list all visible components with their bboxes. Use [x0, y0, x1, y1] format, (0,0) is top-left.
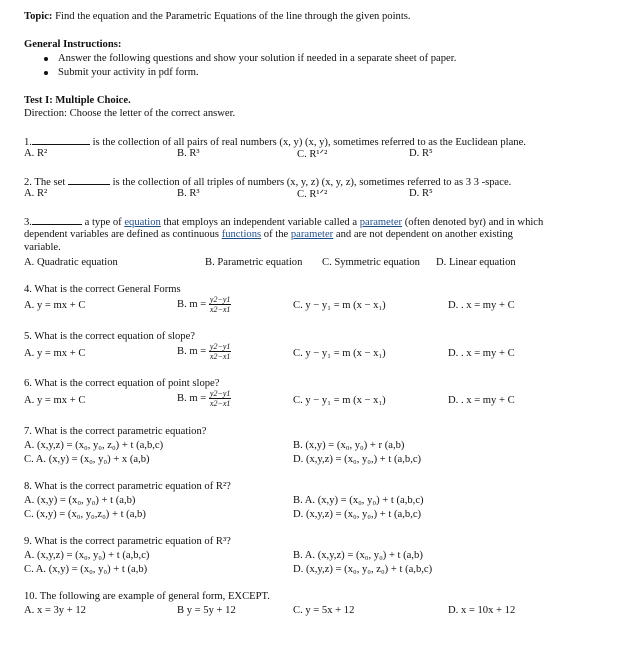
q10-option-d: D. x = 10x + 12	[448, 605, 516, 616]
slope-fraction: $\frac{y2-y1}{x2-x1}$	[209, 389, 231, 408]
q6-option-b: B. m = $\frac{y2-y1}{x2-x1}$	[177, 389, 231, 408]
question-8: 8. What is the correct parametric equation of R²?	[24, 481, 231, 492]
parameter-link[interactable]: parameter	[359, 217, 403, 228]
answer-blank	[32, 215, 82, 225]
answer-blank	[68, 175, 110, 185]
question-5: 5. What is the correct equation of slope?	[24, 331, 196, 342]
question-6: 6. What is the correct equation of point slope?	[24, 378, 220, 389]
q2-option-c: C. R¹ᐟ²	[297, 189, 328, 200]
q5-option-a: A. y = mx + C	[24, 348, 86, 359]
topic-text: Find the equation and the Parametric Equations of the line through the given points.	[55, 11, 411, 22]
general-instructions-heading: General Instructions:	[24, 39, 122, 50]
q5-option-b: B. m = $\frac{y2-y1}{x2-x1}$	[177, 342, 231, 361]
q2-option-a: A. R²	[24, 188, 48, 199]
q9-option-a: A. (x,y,z) = (x₀, y₀) + t (a,b,c)	[24, 550, 150, 561]
slope-fraction: $\frac{y2-y1}{x2-x1}$	[209, 342, 231, 361]
test-heading: Test I: Multiple Choice.	[24, 95, 131, 106]
bullet-icon	[44, 57, 48, 61]
q1-option-c: C. R¹ᐟ²	[297, 149, 328, 160]
q4-option-b: B. m = $\frac{y2-y1}{x2-x1}$	[177, 295, 231, 314]
question-9: 9. What is the correct parametric equation of R³?	[24, 536, 231, 547]
q9-option-d: D. (x,y,z) = (x₀, y₀, z₀) + t (a,b,c)	[293, 564, 433, 575]
q2-option-d: D. R⁵	[409, 188, 433, 199]
topic-line	[24, 11, 411, 22]
q7-option-a: A. (x,y,z) = (x₀, y₀, z₀) + t (a,b,c)	[24, 440, 164, 451]
q6-option-a: A. y = mx + C	[24, 395, 86, 406]
question-4: 4. What is the correct General Forms	[24, 284, 181, 295]
q7-option-d: D. (x,y,z) = (x₀, y₀,) + t (a,b,c)	[293, 454, 422, 465]
q7-option-b: B. (x,y) = (x₀, y₀) + r (a,b)	[293, 440, 405, 451]
q3-option-a: A. Quadratic equation	[24, 257, 118, 268]
q5-option-c: C. y − y₁ = m (x − x₁)	[293, 348, 386, 359]
q8-option-a: A. (x,y) = (x₀, y₀) + t (a,b)	[24, 495, 136, 506]
question-3-line-2: dependent variables are defined as continuous functions of the parameter and are not dependent on another existing	[24, 229, 513, 240]
q8-option-b: B. A. (x,y) = (x₀, y₀) + t (a,b,c)	[293, 495, 424, 506]
q4-option-c: C. y − y₁ = m (x − x₁)	[293, 300, 386, 311]
q9-option-b: B. A. (x,y,z) = (x₀, y₀) + t (a,b)	[293, 550, 423, 561]
q1-option-b: B. R³	[177, 148, 200, 159]
functions-link[interactable]: functions	[221, 229, 262, 240]
q8-option-d: D. (x,y,z) = (x₀, y₀,) + t (a,b,c)	[293, 509, 422, 520]
q8-option-c: C. (x,y) = (x₀, y₀,z₀) + t (a,b)	[24, 509, 146, 520]
q3-option-b: B. Parametric equation	[205, 257, 303, 268]
topic-label: Topic:	[24, 11, 53, 22]
question-10: 10. The following are example of general form, EXCEPT.	[24, 591, 270, 602]
q7-option-c: C. A. (x,y) = (x₀, y₀) + x (a,b)	[24, 454, 150, 465]
q4-option-a: A. y = mx + C	[24, 300, 86, 311]
q2-option-b: B. R³	[177, 188, 200, 199]
q10-option-b: B y = 5y + 12	[177, 605, 236, 616]
equation-link[interactable]: equation	[124, 217, 161, 228]
q10-option-a: A. x = 3y + 12	[24, 605, 86, 616]
instruction-item-2: Submit your activity in pdf form.	[44, 67, 199, 78]
q3-option-d: D. Linear equation	[436, 257, 516, 268]
answer-blank	[32, 135, 90, 145]
question-3-line-3: variable.	[24, 242, 61, 253]
question-3-line-1: 3. a type of equation that employs an independent variable called a parameter (often denoted byt) and in which	[24, 217, 544, 228]
q6-option-d: D. . x = my + C	[448, 395, 515, 406]
q9-option-c: C. A. (x,y) = (x₀, y₀) + t (a,b)	[24, 564, 148, 575]
parameter-link-2[interactable]: parameter	[290, 229, 334, 240]
q10-option-c: C. y = 5x + 12	[293, 605, 355, 616]
question-1: 1. is the collection of all pairs of real numbers (x, y) (x, y), sometimes referred to as the Euclidean plane.	[24, 137, 526, 148]
bullet-icon	[44, 71, 48, 75]
q3-option-c: C. Symmetric equation	[322, 257, 420, 268]
q6-option-c: C. y − y₁ = m (x − x₁)	[293, 395, 386, 406]
q1-option-a: A. R²	[24, 148, 48, 159]
q5-option-d: D. . x = my + C	[448, 348, 515, 359]
q1-option-d: D. R⁵	[409, 148, 433, 159]
question-2: 2. The set is the collection of all triples of numbers (x, y, z) (x, y, z), sometimes referred to as 3 3 -space.	[24, 177, 512, 188]
question-7: 7. What is the correct parametric equation?	[24, 426, 207, 437]
slope-fraction: $\frac{y2-y1}{x2-x1}$	[209, 295, 231, 314]
q4-option-d: D. . x = my + C	[448, 300, 515, 311]
direction-text: Direction: Choose the letter of the correct answer.	[24, 108, 236, 119]
instruction-item-1: Answer the following questions and show your solution if needed in a separate sheet of paper.	[44, 53, 456, 64]
